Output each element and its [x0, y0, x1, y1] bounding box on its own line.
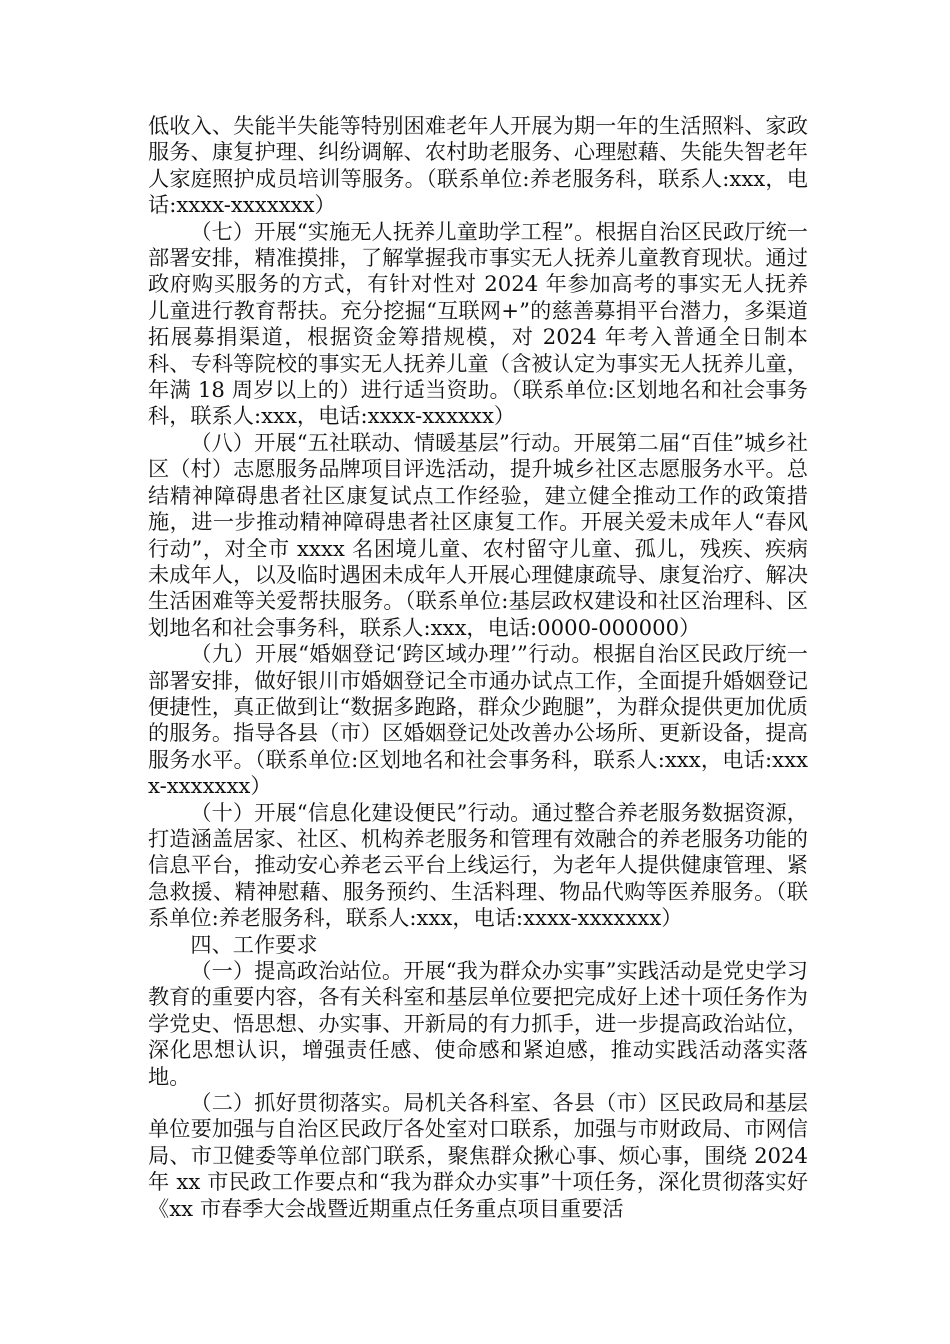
paragraph-requirement-1: （一）提高政治站位。开展“我为群众办实事”实践活动是党史学习教育的重要内容，各有关科室和基层单位要把完成好上述十项任务作为学党史、悟思想、办实事、开新局的有力抓手，进一步提高政治站位，深化思想认识，增强责任感、使命感和紧迫感，推动实践活动落实落地。	[148, 958, 808, 1089]
paragraph-item-10: （十）开展“信息化建设便民”行动。通过整合养老服务数据资源，打造涵盖居家、社区、机构养老服务和管理有效融合的养老服务功能的信息平台，推动安心养老云平台上线运行，为老年人提供健康管理、紧急救援、精神慰藉、服务预约、生活料理、物品代购等医养服务。（联系单位:养老服务科，联系人:xxx，电话:xxxx-xxxxxxx）	[148, 799, 808, 931]
section-heading-work-requirements: 四、工作要求	[190, 931, 318, 957]
paragraph-item-8: （八）开展“五社联动、情暖基层”行动。开展第二届“百佳”城乡社区（村）志愿服务品牌项目评选活动，提升城乡社区志愿服务水平。总结精神障碍患者社区康复试点工作经验，建立健全推动工作的政策措施，进一步推动精神障碍患者社区康复工作。开展关爱未成年人“春风行动”，对全市 xxxx 名困境儿童、农村留守儿童、孤儿，残疾、疾病未成年人，以及临时遇困未成年人开展心理健康疏导、康复治疗、解决生活困难等关爱帮扶服务。（联系单位:基层政权建设和社区治理科、区划地名和社会事务科，联系人:xxx，电话:0000-000000）	[148, 429, 808, 640]
paragraph-continuation: 低收入、失能半失能等特别困难老年人开展为期一年的生活照料、家政服务、康复护理、纠纷调解、农村助老服务、心理慰藉、失能失智老年人家庭照护成员培训等服务。（联系单位:养老服务科，联系人:xxx，电话:xxxx-xxxxxxx）	[148, 113, 808, 218]
paragraph-item-9: （九）开展“婚姻登记‘跨区域办理’”行动。根据自治区民政厅统一部署安排，做好银川市婚姻登记全市通办试点工作，全面提升婚姻登记便捷性，真正做到让“数据多跑路，群众少跑腿”，为群众提供更加优质的服务。指导各县（市）区婚姻登记处改善办公场所、更新设备，提高服务水平。（联系单位:区划地名和社会事务科，联系人:xxx，电话:xxxx-xxxxxxx）	[148, 641, 808, 799]
paragraph-requirement-2: （二）抓好贯彻落实。局机关各科室、各县（市）区民政局和基层单位要加强与自治区民政厅各处室对口联系，加强与市财政局、市网信局、市卫健委等单位部门联系，聚焦群众揪心事、烦心事，围绕 2024 年 xx 市民政工作要点和“我为群众办实事”十项任务，深化贯彻落实好《xx 市春季大会战暨近期重点任务重点项目重要活	[148, 1090, 808, 1221]
document-page	[148, 113, 808, 1222]
paragraph-item-7: （七）开展“实施无人抚养儿童助学工程”。根据自治区民政厅统一部署安排，精准摸排，了解掌握我市事实无人抚养儿童教育现状。通过政府购买服务的方式，有针对性对 2024 年参加高考的事实无人抚养儿童进行教育帮扶。充分挖掘“互联网+”的慈善募捐平台潜力，多渠道拓展募捐渠道，根据资金筹措规模，对 2024 年考入普通全日制本科、专科等院校的事实无人抚养儿童（含被认定为事实无人抚养儿童，年满 18 周岁以上的）进行适当资助。（联系单位:区划地名和社会事务科，联系人:xxx，电话:xxxx-xxxxxx）	[148, 218, 808, 429]
